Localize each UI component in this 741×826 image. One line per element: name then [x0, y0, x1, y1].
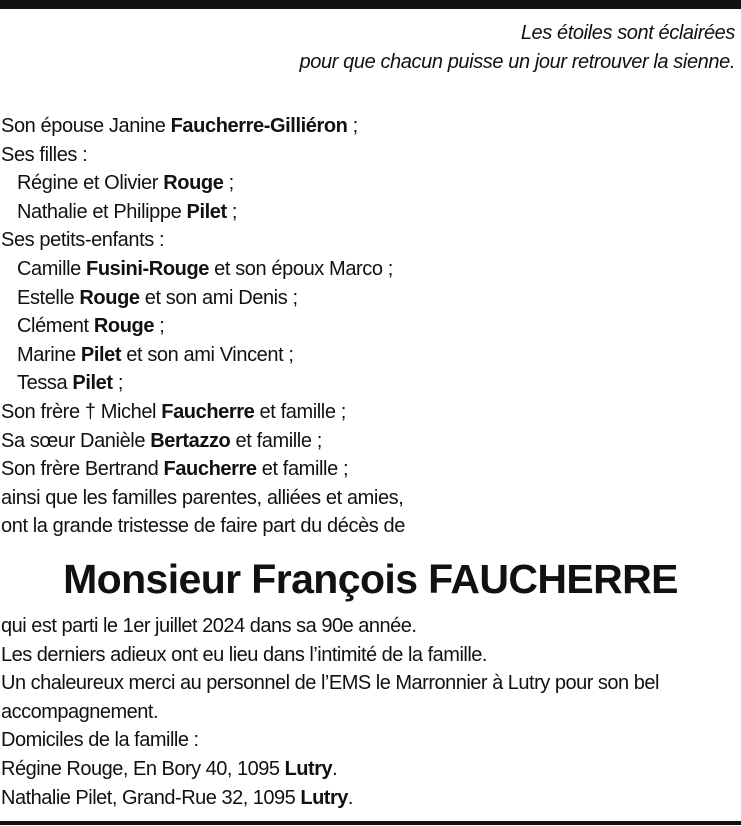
text-segment: Tessa	[17, 372, 73, 395]
grandchild-line	[1, 312, 741, 341]
text-segment: Sa sœur Danièle	[1, 429, 151, 452]
closing-line: qui est parti le 1er juillet 2024 dans sa 90e année.	[1, 615, 417, 637]
address-line	[1, 784, 741, 813]
surname: Faucherre-Gilliéron	[170, 115, 348, 137]
text-segment: ;	[112, 372, 123, 395]
text-segment: .	[332, 757, 338, 780]
address-line	[1, 755, 741, 784]
text-segment: et son ami Vincent ;	[121, 343, 294, 366]
sibling-line	[1, 455, 741, 484]
text-segment: Clément	[17, 315, 94, 338]
text-segment: Nathalie Pilet, Grand-Rue 32, 1095	[1, 786, 301, 809]
closing-line: Les derniers adieux ont eu lieu dans l’intimité de la famille.	[1, 643, 487, 666]
surname: Rouge	[79, 286, 140, 309]
text-segment: ;	[223, 172, 234, 195]
text-segment: ;	[154, 315, 165, 338]
text-segment: Régine et Olivier	[17, 172, 164, 195]
epigraph-line: pour que chacun puisse un jour retrouver la sienne.	[299, 50, 735, 73]
surname: Pilet	[80, 343, 122, 366]
city: Lutry	[284, 757, 333, 780]
surname: Pilet	[186, 200, 227, 223]
surname: Pilet	[72, 372, 113, 395]
closing-text	[1, 612, 741, 812]
text-segment: et son ami Denis ;	[139, 286, 298, 309]
surname: Fusini-Rouge	[86, 257, 210, 280]
text-segment: ;	[226, 200, 238, 223]
grandchild-line	[1, 341, 741, 370]
daughters-heading: Ses filles :	[1, 143, 88, 166]
epigraph	[300, 19, 735, 76]
city: Lutry	[300, 786, 348, 809]
text-segment: et famille ;	[254, 400, 346, 423]
text-segment: et son époux Marco ;	[209, 257, 393, 280]
surname: Bertazzo	[150, 429, 231, 452]
bottom-rule	[0, 821, 741, 825]
surname: Rouge	[163, 172, 224, 195]
grandchild-line	[1, 255, 741, 284]
spouse-line	[1, 112, 741, 141]
relatives-line: ainsi que les familles parentes, alliées et amies,	[1, 486, 404, 509]
text-segment: Camille	[17, 257, 87, 280]
grandchildren-heading: Ses petits-enfants :	[1, 229, 165, 252]
daughter-line	[1, 198, 741, 227]
epigraph-line: Les étoiles sont éclairées	[520, 22, 735, 44]
top-rule	[0, 0, 741, 9]
closing-line: accompagnement.	[1, 700, 159, 723]
sibling-line	[1, 427, 741, 456]
grandchild-line	[1, 284, 741, 313]
text-segment: et famille ;	[256, 458, 349, 481]
text-segment: Son frère Bertrand	[1, 458, 164, 481]
daughter-line	[1, 169, 741, 198]
text-segment: et famille ;	[230, 429, 322, 452]
closing-line: Un chaleureux merci au personnel de l’EMS le Marronnier à Lutry pour son bel	[1, 672, 659, 695]
grandchild-line	[1, 369, 741, 398]
sibling-line	[1, 398, 741, 427]
text-segment: .	[347, 786, 353, 809]
announcement-line: ont la grande tristesse de faire part du décès de	[1, 515, 405, 538]
text-segment: Estelle	[17, 286, 80, 309]
domiciles-heading: Domiciles de la famille :	[1, 729, 199, 752]
surname: Faucherre	[163, 458, 257, 481]
text-segment: Marine	[17, 343, 81, 366]
surname: Rouge	[93, 315, 155, 338]
text-segment: Nathalie et Philippe	[17, 200, 187, 223]
surname: Faucherre	[161, 400, 255, 423]
deceased-name: Monsieur François FAUCHERRE	[63, 556, 678, 602]
text-segment: Son frère † Michel	[1, 400, 162, 423]
family-list	[1, 112, 741, 541]
text-segment: Régine Rouge, En Bory 40, 1095	[1, 757, 285, 780]
text-segment: Son épouse Janine	[1, 115, 171, 137]
text-segment: ;	[347, 115, 358, 137]
